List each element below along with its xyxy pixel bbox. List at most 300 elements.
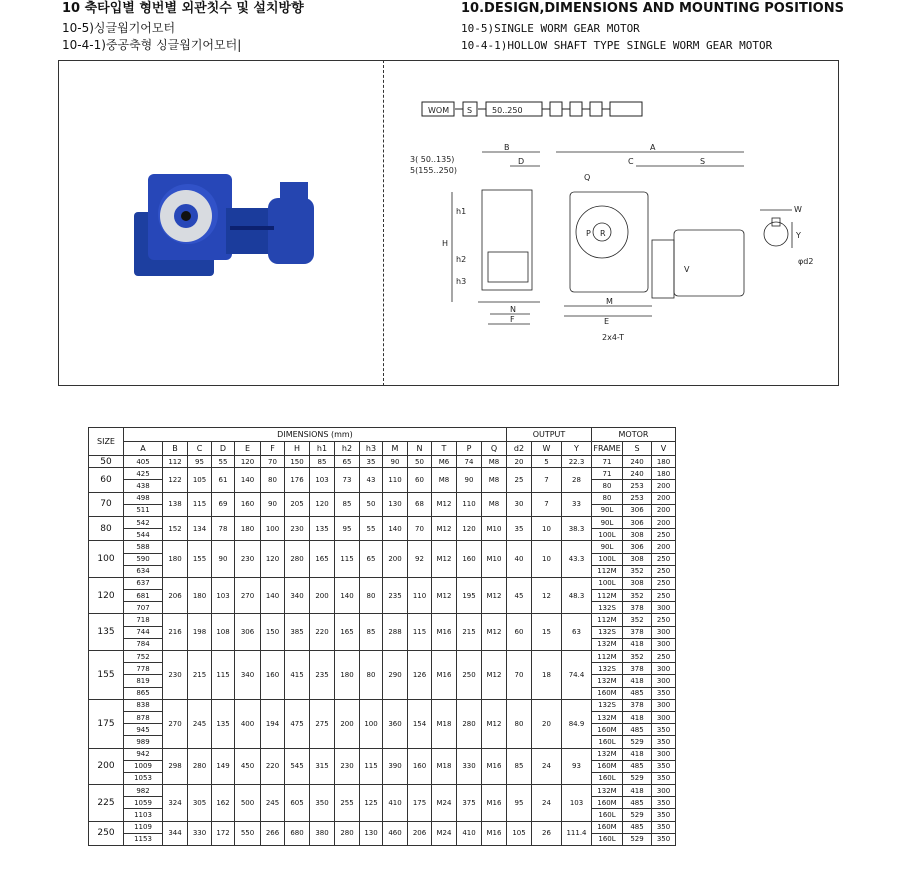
- motor-cell: 352: [623, 651, 652, 663]
- dim-cell: 125: [360, 785, 383, 822]
- output-cell: 93: [562, 748, 592, 785]
- dim-a-cell: 542: [124, 516, 163, 528]
- column-header: h1: [310, 442, 335, 456]
- motor-cell: 306: [623, 541, 652, 553]
- dim-a-cell: 1053: [124, 772, 163, 784]
- motor-cell: 200: [652, 504, 676, 516]
- motor-cell: 529: [623, 736, 652, 748]
- column-header: T: [432, 442, 457, 456]
- dim-cell: 70: [261, 456, 285, 468]
- table-row: [89, 541, 676, 553]
- size-note-2: 5(155..250): [410, 166, 457, 175]
- output-cell: 10: [532, 516, 562, 540]
- size-cell: 70: [89, 492, 124, 516]
- motor-cell: 253: [623, 492, 652, 504]
- motor-cell: 306: [623, 516, 652, 528]
- dim-cell: 130: [383, 492, 408, 516]
- dim-a-cell: 1109: [124, 821, 163, 833]
- size-cell: 100: [89, 541, 124, 578]
- motor-cell: 378: [623, 663, 652, 675]
- dim-label-s: S: [700, 157, 706, 166]
- dim-cell: 95: [188, 456, 212, 468]
- output-cell: 10: [532, 541, 562, 578]
- dim-label-y: Y: [796, 231, 801, 240]
- motor-cell: 160M: [592, 760, 623, 772]
- dim-a-cell: 752: [124, 651, 163, 663]
- korean-title: 10 축타입별 형번별 외관칫수 및 설치방향: [62, 1, 304, 16]
- dim-cell: 200: [335, 699, 360, 748]
- dim-cell: 120: [457, 516, 482, 540]
- motor-cell: 418: [623, 748, 652, 760]
- size-cell: 175: [89, 699, 124, 748]
- dim-cell: 198: [188, 614, 212, 651]
- dim-a-cell: 1059: [124, 797, 163, 809]
- motor-cell: 250: [652, 553, 676, 565]
- dim-cell: 68: [408, 492, 432, 516]
- dim-label-h1: h1: [456, 207, 467, 216]
- dim-a-cell: 588: [124, 541, 163, 553]
- dim-cell: 165: [310, 541, 335, 578]
- column-header: F: [261, 442, 285, 456]
- motor-cell: 418: [623, 785, 652, 797]
- output-cell: 85: [507, 748, 532, 785]
- dim-cell: 100: [261, 516, 285, 540]
- column-header: V: [652, 442, 676, 456]
- dim-cell: 90: [383, 456, 408, 468]
- dim-cell: M12: [482, 577, 507, 614]
- dim-cell: 194: [261, 699, 285, 748]
- dim-cell: M12: [432, 541, 457, 578]
- dim-cell: 288: [383, 614, 408, 651]
- motor-cell: 132S: [592, 602, 623, 614]
- dim-cell: 180: [163, 541, 188, 578]
- motor-cell: 132M: [592, 785, 623, 797]
- dim-cell: 60: [408, 468, 432, 492]
- motor-cell: 350: [652, 687, 676, 699]
- dim-cell: 103: [310, 468, 335, 492]
- dim-cell: 270: [235, 577, 261, 614]
- dim-cell: 340: [235, 651, 261, 700]
- motor-cell: 160L: [592, 736, 623, 748]
- dim-cell: 380: [310, 821, 335, 845]
- output-cell: 35: [507, 516, 532, 540]
- model-code-wom: WOM: [428, 106, 450, 115]
- dim-cell: M16: [432, 651, 457, 700]
- dim-cell: M6: [432, 456, 457, 468]
- dim-a-cell: 744: [124, 626, 163, 638]
- dim-cell: 120: [310, 492, 335, 516]
- motor-cell: 71: [592, 456, 623, 468]
- dim-cell: 50: [360, 492, 383, 516]
- size-cell: 135: [89, 614, 124, 651]
- column-header: Q: [482, 442, 507, 456]
- output-cell: 60: [507, 614, 532, 651]
- shaft-detail: [760, 210, 792, 248]
- dim-label-2x4t: 2x4-T: [602, 333, 624, 342]
- dim-a-cell: 942: [124, 748, 163, 760]
- dim-cell: 344: [163, 821, 188, 845]
- motor-cell: 529: [623, 772, 652, 784]
- dim-cell: 35: [360, 456, 383, 468]
- dim-cell: M18: [432, 748, 457, 785]
- motor-cell: 132S: [592, 663, 623, 675]
- dim-label-d2: φd2: [798, 257, 814, 266]
- output-cell: 84.9: [562, 699, 592, 748]
- motor-cell: 300: [652, 785, 676, 797]
- motor-cell: 300: [652, 663, 676, 675]
- table-row: [89, 821, 676, 833]
- dim-cell: 680: [285, 821, 310, 845]
- motor-cell: 250: [652, 529, 676, 541]
- size-cell: 250: [89, 821, 124, 845]
- column-header: D: [212, 442, 235, 456]
- column-header: W: [532, 442, 562, 456]
- size-cell: 200: [89, 748, 124, 785]
- dim-cell: 50: [408, 456, 432, 468]
- column-header: A: [124, 442, 163, 456]
- dim-a-cell: 819: [124, 675, 163, 687]
- dim-cell: 73: [335, 468, 360, 492]
- motor-cell: 378: [623, 699, 652, 711]
- dim-cell: 155: [188, 541, 212, 578]
- dim-cell: 85: [335, 492, 360, 516]
- dim-cell: 280: [188, 748, 212, 785]
- dim-cell: 375: [457, 785, 482, 822]
- motor-cell: 90L: [592, 504, 623, 516]
- dim-a-cell: 707: [124, 602, 163, 614]
- motor-cell: 250: [652, 565, 676, 577]
- dim-cell: 216: [163, 614, 188, 651]
- column-header: C: [188, 442, 212, 456]
- dim-cell: 206: [408, 821, 432, 845]
- motor-cell: 378: [623, 602, 652, 614]
- dim-cell: 140: [335, 577, 360, 614]
- motor-cell: 160M: [592, 724, 623, 736]
- dim-label-n: N: [510, 305, 516, 314]
- table-row: [89, 785, 676, 797]
- dim-cell: 160: [408, 748, 432, 785]
- output-cell: 18: [532, 651, 562, 700]
- table-row: [89, 577, 676, 589]
- dim-cell: 140: [235, 468, 261, 492]
- column-header: Y: [562, 442, 592, 456]
- dimension-drawing: [390, 92, 830, 362]
- motor-cell: 132M: [592, 638, 623, 650]
- dim-cell: 176: [285, 468, 310, 492]
- dim-cell: 385: [285, 614, 310, 651]
- size-note-1: 3( 50..135): [410, 155, 455, 164]
- motor-cell: 350: [652, 797, 676, 809]
- dim-cell: 108: [212, 614, 235, 651]
- dim-cell: 150: [285, 456, 310, 468]
- motor-header: MOTOR: [592, 428, 676, 442]
- dim-cell: 65: [335, 456, 360, 468]
- dim-a-cell: 838: [124, 699, 163, 711]
- motor-cell: 132S: [592, 626, 623, 638]
- motor-cell: 132M: [592, 675, 623, 687]
- dim-a-cell: 498: [124, 492, 163, 504]
- motor-cell: 352: [623, 614, 652, 626]
- motor-cell: 80: [592, 492, 623, 504]
- output-cell: 105: [507, 821, 532, 845]
- column-header: P: [457, 442, 482, 456]
- dim-cell: 65: [360, 541, 383, 578]
- dim-cell: 245: [188, 699, 212, 748]
- motor-cell: 418: [623, 638, 652, 650]
- motor-cell: 485: [623, 760, 652, 772]
- model-code-boxes: [422, 102, 642, 116]
- dim-a-cell: 989: [124, 736, 163, 748]
- dim-label-b: B: [504, 143, 510, 152]
- dim-cell: 360: [383, 699, 408, 748]
- dim-a-cell: 681: [124, 590, 163, 602]
- motor-cell: 352: [623, 565, 652, 577]
- dim-cell: 324: [163, 785, 188, 822]
- dim-cell: M10: [482, 516, 507, 540]
- dim-label-h2: h2: [456, 255, 467, 264]
- dim-cell: 74: [457, 456, 482, 468]
- motor-cell: 80: [592, 480, 623, 492]
- dim-cell: 149: [212, 748, 235, 785]
- dim-cell: 245: [261, 785, 285, 822]
- dim-a-cell: 590: [124, 553, 163, 565]
- column-header: H: [285, 442, 310, 456]
- motor-cell: 350: [652, 821, 676, 833]
- output-cell: 103: [562, 785, 592, 822]
- dim-cell: M12: [432, 577, 457, 614]
- dim-cell: 298: [163, 748, 188, 785]
- dim-cell: 230: [163, 651, 188, 700]
- dim-a-cell: 784: [124, 638, 163, 650]
- output-header: OUTPUT: [507, 428, 592, 442]
- dim-cell: 110: [457, 492, 482, 516]
- dim-a-cell: 718: [124, 614, 163, 626]
- column-header-row: [89, 442, 676, 456]
- dim-cell: 135: [212, 699, 235, 748]
- dim-cell: 112: [163, 456, 188, 468]
- motor-cell: 350: [652, 724, 676, 736]
- dim-label-h3: h3: [456, 277, 467, 286]
- dim-a-cell: 511: [124, 504, 163, 516]
- dim-cell: 235: [383, 577, 408, 614]
- motor-cell: 300: [652, 626, 676, 638]
- column-header: S: [623, 442, 652, 456]
- motor-cell: 200: [652, 541, 676, 553]
- dim-a-cell: 634: [124, 565, 163, 577]
- table-row: [89, 699, 676, 711]
- side-view: [452, 152, 540, 324]
- motor-cell: 112M: [592, 590, 623, 602]
- output-cell: 5: [532, 456, 562, 468]
- dim-label-c: C: [628, 157, 634, 166]
- dim-cell: 115: [408, 614, 432, 651]
- motor-cell: 350: [652, 772, 676, 784]
- dim-label-r: R: [600, 229, 606, 238]
- dim-cell: M16: [482, 821, 507, 845]
- dim-cell: 290: [383, 651, 408, 700]
- motor-cell: 308: [623, 553, 652, 565]
- dim-cell: M8: [482, 456, 507, 468]
- dim-cell: M8: [482, 492, 507, 516]
- output-cell: 7: [532, 492, 562, 516]
- output-cell: 70: [507, 651, 532, 700]
- motor-cell: 529: [623, 809, 652, 821]
- output-cell: 20: [532, 699, 562, 748]
- dim-cell: 180: [188, 577, 212, 614]
- korean-subtitle-1: 10-5)싱글웜기어모터: [62, 21, 176, 35]
- dim-a-cell: 425: [124, 468, 163, 480]
- dim-cell: M8: [432, 468, 457, 492]
- table-row: [89, 748, 676, 760]
- output-cell: 45: [507, 577, 532, 614]
- motor-cell: 90L: [592, 541, 623, 553]
- dim-cell: 90: [212, 541, 235, 578]
- dimension-table: [88, 427, 676, 846]
- dim-cell: 305: [188, 785, 212, 822]
- dim-cell: 350: [310, 785, 335, 822]
- dim-cell: 215: [457, 614, 482, 651]
- dim-label-m: M: [606, 297, 613, 306]
- column-header: FRAME: [592, 442, 623, 456]
- motor-cell: 160L: [592, 772, 623, 784]
- dim-a-cell: 778: [124, 663, 163, 675]
- output-cell: 111.4: [562, 821, 592, 845]
- dim-cell: 160: [457, 541, 482, 578]
- dim-cell: 330: [457, 748, 482, 785]
- dim-cell: 80: [360, 651, 383, 700]
- gear-motor-photo: [130, 168, 320, 280]
- dim-cell: 80: [360, 577, 383, 614]
- output-cell: 22.3: [562, 456, 592, 468]
- dim-cell: 90: [457, 468, 482, 492]
- motor-cell: 529: [623, 833, 652, 845]
- dim-label-w: W: [794, 205, 802, 214]
- dim-cell: 92: [408, 541, 432, 578]
- dim-a-cell: 1153: [124, 833, 163, 845]
- dim-cell: 85: [360, 614, 383, 651]
- table-row: [89, 614, 676, 626]
- output-cell: 48.3: [562, 577, 592, 614]
- output-cell: 80: [507, 699, 532, 748]
- motor-cell: 308: [623, 577, 652, 589]
- motor-cell: 485: [623, 687, 652, 699]
- table-row: [89, 456, 676, 468]
- dim-cell: 460: [383, 821, 408, 845]
- dim-cell: 150: [261, 614, 285, 651]
- dim-cell: 154: [408, 699, 432, 748]
- motor-cell: 240: [623, 468, 652, 480]
- motor-cell: 350: [652, 809, 676, 821]
- motor-cell: 300: [652, 699, 676, 711]
- dim-cell: 105: [188, 468, 212, 492]
- motor-cell: 418: [623, 675, 652, 687]
- dim-cell: 55: [212, 456, 235, 468]
- dim-cell: 230: [235, 541, 261, 578]
- dim-cell: 90: [261, 492, 285, 516]
- dim-cell: 140: [261, 577, 285, 614]
- motor-cell: 100L: [592, 529, 623, 541]
- dim-cell: 475: [285, 699, 310, 748]
- motor-cell: 300: [652, 748, 676, 760]
- dim-cell: 103: [212, 577, 235, 614]
- motor-cell: 200: [652, 480, 676, 492]
- dim-cell: 605: [285, 785, 310, 822]
- dim-cell: 410: [383, 785, 408, 822]
- dim-cell: 160: [261, 651, 285, 700]
- dim-cell: 115: [360, 748, 383, 785]
- output-cell: 38.3: [562, 516, 592, 540]
- column-header: M: [383, 442, 408, 456]
- motor-cell: 132M: [592, 711, 623, 723]
- dim-cell: 550: [235, 821, 261, 845]
- motor-cell: 200: [652, 492, 676, 504]
- korean-subtitle-2: 10-4-1)중공축형 싱글웜기어모터|: [62, 38, 242, 52]
- table-row: [89, 468, 676, 480]
- output-cell: 24: [532, 785, 562, 822]
- output-cell: 74.4: [562, 651, 592, 700]
- dim-cell: 130: [360, 821, 383, 845]
- dim-cell: 255: [335, 785, 360, 822]
- dim-cell: 140: [383, 516, 408, 540]
- motor-cell: 352: [623, 590, 652, 602]
- dim-cell: 175: [408, 785, 432, 822]
- dim-label-d: D: [518, 157, 525, 166]
- column-header: h2: [335, 442, 360, 456]
- motor-cell: 160M: [592, 797, 623, 809]
- table-row: [89, 651, 676, 663]
- model-code-s: S: [467, 106, 473, 115]
- dim-cell: 180: [335, 651, 360, 700]
- dim-a-cell: 945: [124, 724, 163, 736]
- motor-cell: 350: [652, 736, 676, 748]
- dim-a-cell: 405: [124, 456, 163, 468]
- dim-label-e: E: [604, 317, 610, 326]
- table-row: [89, 516, 676, 528]
- motor-cell: 418: [623, 711, 652, 723]
- dim-cell: 330: [188, 821, 212, 845]
- dim-cell: 205: [285, 492, 310, 516]
- output-cell: 63: [562, 614, 592, 651]
- dim-cell: M16: [482, 748, 507, 785]
- dimensions-header: DIMENSIONS (mm): [124, 428, 507, 442]
- dim-cell: 195: [457, 577, 482, 614]
- motor-cell: 200: [652, 516, 676, 528]
- motor-cell: 250: [652, 651, 676, 663]
- motor-cell: 300: [652, 711, 676, 723]
- size-cell: 60: [89, 468, 124, 492]
- motor-cell: 160L: [592, 809, 623, 821]
- motor-cell: 250: [652, 614, 676, 626]
- dim-cell: M24: [432, 785, 457, 822]
- dim-cell: 500: [235, 785, 261, 822]
- model-code-size: 50..250: [492, 106, 523, 115]
- dim-cell: 545: [285, 748, 310, 785]
- motor-cell: 240: [623, 456, 652, 468]
- column-header: d2: [507, 442, 532, 456]
- english-subtitle-2: 10-4-1)HOLLOW SHAFT TYPE SINGLE WORM GEAR MOTOR: [461, 39, 773, 52]
- dim-a-cell: 1009: [124, 760, 163, 772]
- output-cell: 33: [562, 492, 592, 516]
- output-cell: 15: [532, 614, 562, 651]
- dim-cell: 69: [212, 492, 235, 516]
- dim-cell: 43: [360, 468, 383, 492]
- motor-cell: 485: [623, 821, 652, 833]
- motor-cell: 90L: [592, 516, 623, 528]
- motor-cell: 160M: [592, 687, 623, 699]
- dim-cell: 160: [235, 492, 261, 516]
- size-cell: 120: [89, 577, 124, 614]
- english-title: 10.DESIGN,DIMENSIONS AND MOUNTING POSITIONS: [461, 1, 844, 16]
